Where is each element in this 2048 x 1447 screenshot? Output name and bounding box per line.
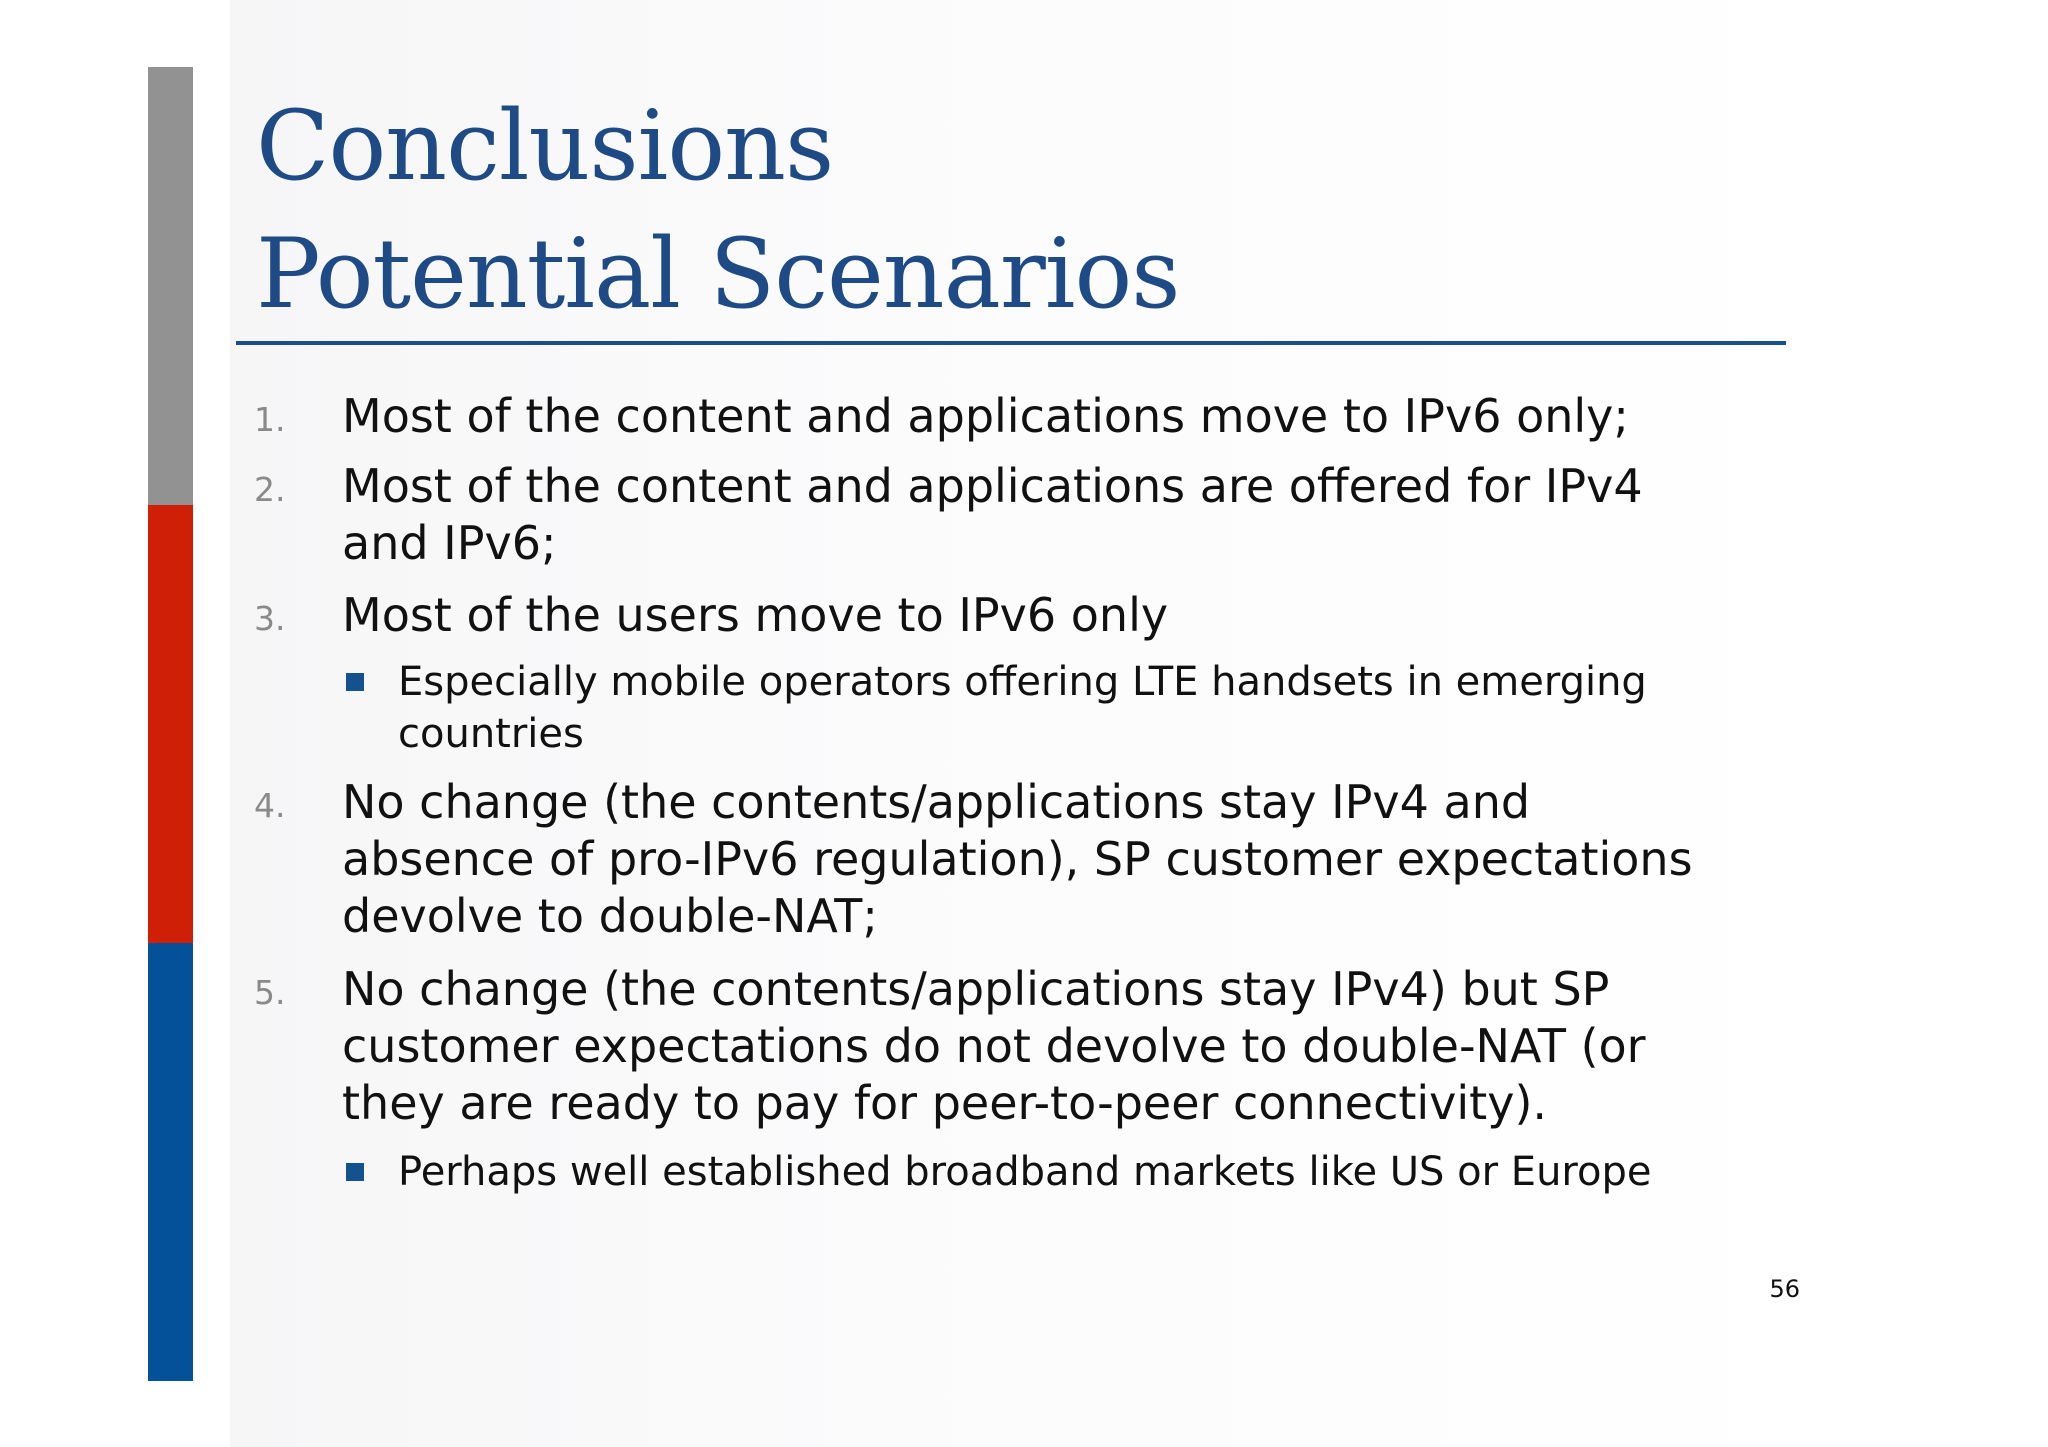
list-item-number: 2.: [254, 470, 286, 509]
slide-title-line-1: Conclusions: [256, 90, 834, 202]
list-item-number: 1.: [254, 400, 286, 439]
list-item-text: [342, 587, 1802, 644]
sub-bullet-line: Perhaps well established broadband markets like US or Europe: [398, 1149, 1652, 1195]
list-item-line: No change (the contents/applications stay IPv4 and: [342, 775, 1531, 829]
sub-bullet-text: [398, 656, 1647, 760]
square-bullet-icon: [346, 1163, 364, 1181]
square-bullet-icon: [346, 673, 364, 691]
slide-title-line-2: Potential Scenarios: [256, 218, 1180, 330]
list-item-text: [342, 458, 1802, 572]
list-item-line: Most of the content and applications are offered for IPv4: [342, 459, 1643, 513]
list-item-number: 3.: [254, 599, 286, 638]
list-item-number: 5.: [254, 973, 286, 1012]
sub-bullet-line: countries: [398, 711, 584, 757]
list-item-text: [342, 388, 1802, 445]
list-item-line: devolve to double-NAT;: [342, 889, 878, 943]
list-item-line: they are ready to pay for peer-to-peer connectivity).: [342, 1076, 1548, 1130]
list-item-text: [342, 774, 1802, 945]
list-item-line: and IPv6;: [342, 516, 557, 570]
page-number: 56: [1769, 1275, 1800, 1303]
sub-bullet-line: Especially mobile operators offering LTE handsets in emerging: [398, 659, 1647, 705]
list-item-line: Most of the users move to IPv6 only: [342, 588, 1169, 642]
list-item-line: customer expectations do not devolve to double-NAT (or: [342, 1019, 1646, 1073]
sub-bullet-text: [398, 1146, 1651, 1198]
list-item-number: 4.: [254, 786, 286, 825]
list-item-text: [342, 961, 1802, 1132]
list-item-line: absence of pro-IPv6 regulation), SP customer expectations: [342, 832, 1693, 886]
list-item-line: No change (the contents/applications stay IPv4) but SP: [342, 962, 1610, 1016]
list-item-line: Most of the content and applications move to IPv6 only;: [342, 389, 1629, 443]
